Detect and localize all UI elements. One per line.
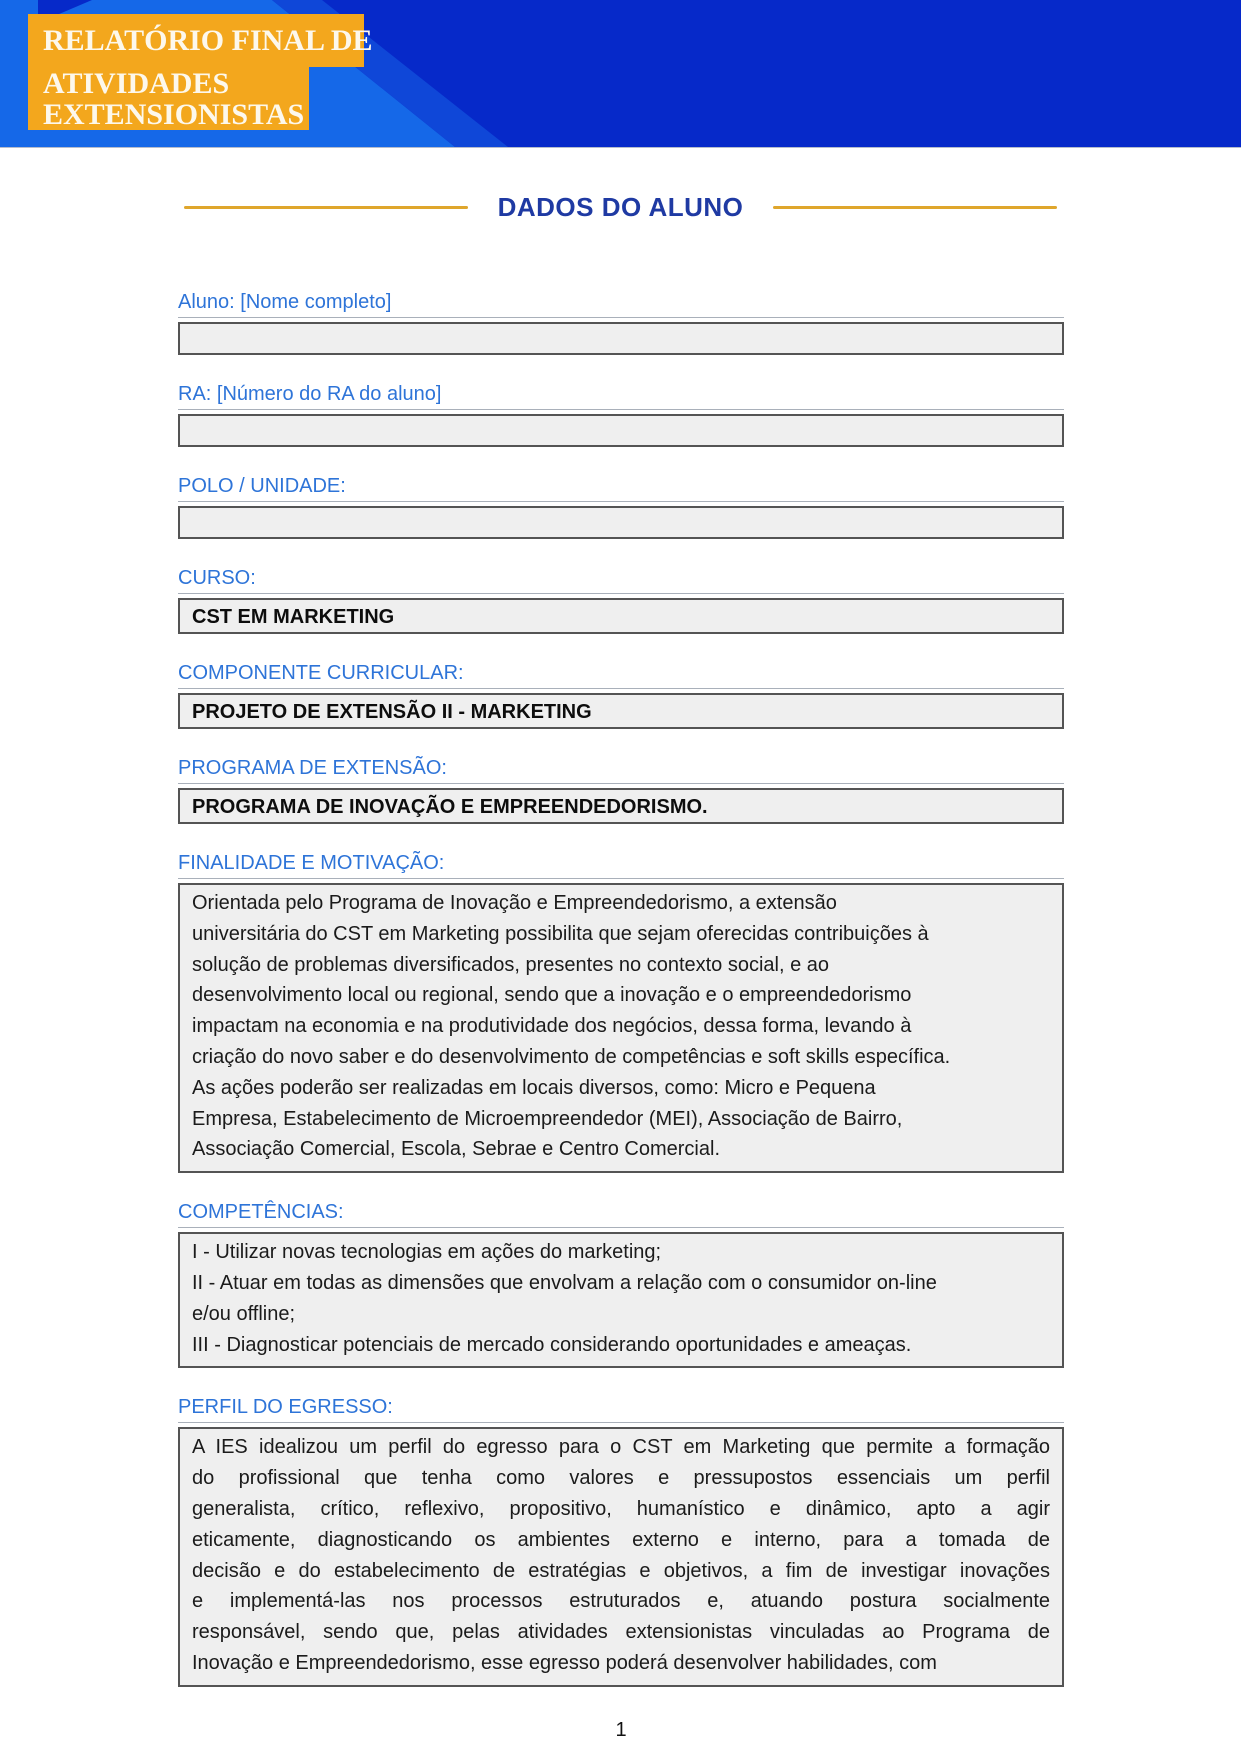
curso-value-box: CST EM MARKETING [178,598,1064,634]
field-perfil-egresso [178,1395,1064,1686]
curso-label: CURSO: [178,566,1064,594]
report-title-lines-2-3 [28,67,309,130]
finalidade-motivacao-label: FINALIDADE E MOTIVAÇÃO: [178,851,1064,879]
report-title-line-3: EXTENSIONISTAS [43,98,305,131]
field-programa-extensao [178,756,1064,824]
field-competencias [178,1200,1064,1368]
page-title: DADOS DO ALUNO [497,191,744,222]
report-title-line-2: ATIVIDADES [43,67,230,100]
field-polo-unidade [178,474,1064,539]
componente-curricular-value-box: PROJETO DE EXTENSÃO II - MARKETING [178,693,1064,729]
polo-unidade-label: POLO / UNIDADE: [178,474,1064,502]
section-title-row [0,192,1241,222]
ra-input[interactable] [178,414,1064,447]
report-title-box [28,14,373,131]
field-componente-curricular [178,661,1064,729]
competencias-text-box: I - Utilizar novas tecnologias em ações do marketing; II - Atuar em todas as dimensões que envolvam a relação com o consumidor on-line e/ou offline; III - Diagnosticar potenciais de mercado considerando oportunidades e ameaças. [178,1232,1064,1368]
polo-unidade-input[interactable] [178,506,1064,539]
perfil-egresso-label: PERFIL DO EGRESSO: [178,1395,1064,1423]
page-number: 1 [615,1718,627,1741]
aluno-input[interactable] [178,322,1064,355]
field-ra [178,382,1064,447]
ra-label: RA: [Número do RA do aluno] [178,382,1064,410]
competencias-label: COMPETÊNCIAS: [178,1200,1064,1228]
finalidade-motivacao-text-box: Orientada pelo Programa de Inovação e Empreendedorismo, a extensão universitária do CST em Marketing possibilita que sejam oferecidas contribuições à solução de problemas diversificados, presentes no contexto social, e ao desenvolvimento local ou regional, sendo que a inovação e o empreendedorismo impactam na economia e na produtividade dos negócios, dessa forma, levando à criação do novo saber e do desenvolvimento de competências e soft skills específica. As ações poderão ser realizadas em locais diversos, como: Micro e Pequena Empresa, Estabelecimento de Microempreendedor (MEI), Associação de Bairro, Associação Comercial, Escola, Sebrae e Centro Comercial. [178,883,1064,1173]
report-title-line-1: RELATÓRIO FINAL DE [28,14,364,67]
header-banner [0,0,1241,148]
student-data-form [178,290,1064,1687]
field-curso [178,566,1064,634]
programa-extensao-value-box: PROGRAMA DE INOVAÇÃO E EMPREENDEDORISMO. [178,788,1064,824]
title-divider-right [773,206,1057,209]
field-finalidade-motivacao [178,851,1064,1173]
componente-curricular-label: COMPONENTE CURRICULAR: [178,661,1064,689]
title-divider-left [184,206,468,209]
programa-extensao-label: PROGRAMA DE EXTENSÃO: [178,756,1064,784]
perfil-egresso-text-box: A IES idealizou um perfil do egresso para o CST em Marketing que permite a formação do profissional que tenha como valores e pressupostos essenciais um perfil generalista, crítico, reflexivo, propositivo, humanístico e dinâmico, apto a agir eticamente, diagnosticando os ambientes externo e interno, para a tomada de decisão e do estabelecimento de estratégias e objetivos, a fim de investigar inovações e implementá-las nos processos estruturados e, atuando postura socialmente responsável, sendo que, pelas atividades extensionistas vinculadas ao Programa de Inovação e Empreendedorismo, esse egresso poderá desenvolver habilidades, com [178,1427,1064,1686]
aluno-label: Aluno: [Nome completo] [178,290,1064,318]
field-aluno [178,290,1064,355]
